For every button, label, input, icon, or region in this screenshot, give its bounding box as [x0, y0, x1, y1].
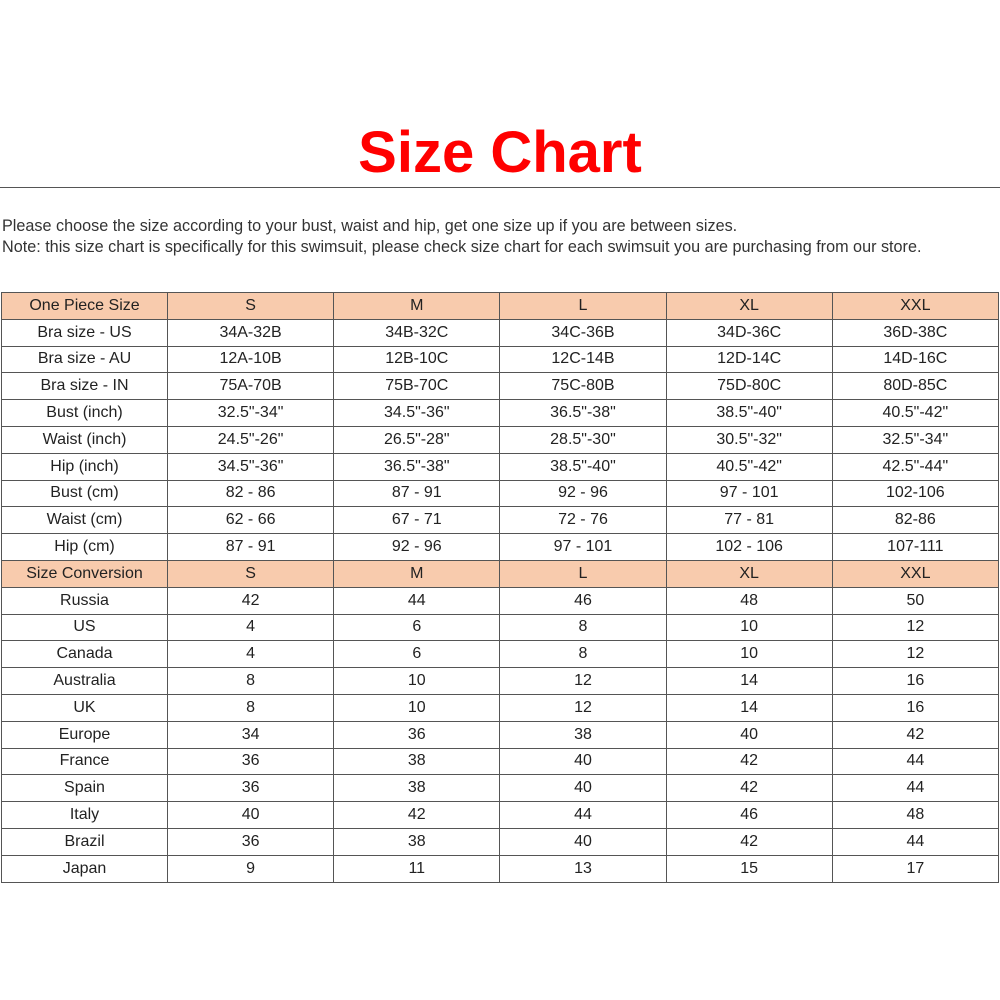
table-row	[2, 453, 999, 480]
table-cell: 14	[666, 694, 832, 721]
table-cell: 12D-14C	[666, 346, 832, 373]
table-cell: 34D-36C	[666, 319, 832, 346]
row-label-cell: Japan	[2, 855, 168, 882]
table-cell: 36D-38C	[832, 319, 998, 346]
row-label-cell: Waist (cm)	[2, 507, 168, 534]
table-cell: 44	[500, 802, 666, 829]
size-header-cell: XXL	[832, 293, 998, 320]
table-cell: 15	[666, 855, 832, 882]
table-cell: 6	[334, 614, 500, 641]
table-cell: 75C-80B	[500, 373, 666, 400]
row-label-cell: Bra size - US	[2, 319, 168, 346]
table-cell: 44	[334, 587, 500, 614]
size-header-cell: S	[168, 293, 334, 320]
table-row	[2, 855, 999, 882]
table-cell: 38	[334, 748, 500, 775]
row-label-cell: Bust (inch)	[2, 400, 168, 427]
table-row	[2, 507, 999, 534]
table-cell: 97 - 101	[666, 480, 832, 507]
table-cell: 12B-10C	[334, 346, 500, 373]
table-cell: 102-106	[832, 480, 998, 507]
table-row	[2, 748, 999, 775]
table-cell: 42	[666, 775, 832, 802]
row-label-cell: UK	[2, 694, 168, 721]
table-cell: 42	[666, 748, 832, 775]
row-label-cell: Hip (cm)	[2, 534, 168, 561]
table-cell: 42	[168, 587, 334, 614]
table-cell: 34B-32C	[334, 319, 500, 346]
table-row	[2, 346, 999, 373]
table-cell: 16	[832, 668, 998, 695]
table-cell: 92 - 96	[500, 480, 666, 507]
table-row	[2, 802, 999, 829]
table-cell: 14D-16C	[832, 346, 998, 373]
size-header-cell: XL	[666, 560, 832, 587]
table-cell: 40.5"-42"	[666, 453, 832, 480]
table-cell: 34C-36B	[500, 319, 666, 346]
table-cell: 38	[334, 828, 500, 855]
table-cell: 36	[334, 721, 500, 748]
table-cell: 44	[832, 775, 998, 802]
page-title: Size Chart	[358, 120, 642, 185]
size-header-cell: M	[334, 293, 500, 320]
table-cell: 42	[666, 828, 832, 855]
table-header-row	[2, 560, 999, 587]
table-row	[2, 319, 999, 346]
table-cell: 42	[832, 721, 998, 748]
size-header-cell: XL	[666, 293, 832, 320]
row-label-cell: Bra size - AU	[2, 346, 168, 373]
table-cell: 4	[168, 641, 334, 668]
row-label-cell: Canada	[2, 641, 168, 668]
table-cell: 62 - 66	[168, 507, 334, 534]
table-cell: 12	[500, 668, 666, 695]
table-row	[2, 694, 999, 721]
table-row	[2, 426, 999, 453]
table-cell: 82 - 86	[168, 480, 334, 507]
table-cell: 46	[666, 802, 832, 829]
table-row	[2, 400, 999, 427]
table-row	[2, 534, 999, 561]
row-label-cell: Australia	[2, 668, 168, 695]
table-cell: 36	[168, 775, 334, 802]
table-cell: 10	[666, 614, 832, 641]
table-cell: 75B-70C	[334, 373, 500, 400]
table-cell: 36	[168, 828, 334, 855]
table-cell: 30.5"-32"	[666, 426, 832, 453]
row-label-cell: Europe	[2, 721, 168, 748]
table-cell: 75A-70B	[168, 373, 334, 400]
row-label-cell: Spain	[2, 775, 168, 802]
table-cell: 48	[832, 802, 998, 829]
table-cell: 97 - 101	[500, 534, 666, 561]
row-label-cell: Waist (inch)	[2, 426, 168, 453]
size-chart-table	[1, 292, 999, 883]
section-header-cell: One Piece Size	[2, 293, 168, 320]
table-cell: 16	[832, 694, 998, 721]
table-row	[2, 828, 999, 855]
table-cell: 77 - 81	[666, 507, 832, 534]
table-cell: 40	[168, 802, 334, 829]
table-cell: 6	[334, 641, 500, 668]
size-header-cell: XXL	[832, 560, 998, 587]
table-cell: 44	[832, 828, 998, 855]
title-divider	[0, 187, 1000, 188]
table-cell: 12	[832, 614, 998, 641]
table-cell: 34.5"-36"	[334, 400, 500, 427]
table-cell: 9	[168, 855, 334, 882]
size-header-cell: L	[500, 560, 666, 587]
table-cell: 48	[666, 587, 832, 614]
table-cell: 12	[832, 641, 998, 668]
table-cell: 38.5"-40"	[500, 453, 666, 480]
table-cell: 12C-14B	[500, 346, 666, 373]
table-cell: 46	[500, 587, 666, 614]
table-cell: 32.5"-34"	[832, 426, 998, 453]
size-chart-body	[2, 293, 999, 883]
table-cell: 36.5"-38"	[500, 400, 666, 427]
table-cell: 12	[500, 694, 666, 721]
row-label-cell: Bra size - IN	[2, 373, 168, 400]
table-cell: 10	[334, 694, 500, 721]
table-row	[2, 480, 999, 507]
table-row	[2, 721, 999, 748]
size-notes	[2, 216, 998, 258]
row-label-cell: Russia	[2, 587, 168, 614]
table-cell: 12A-10B	[168, 346, 334, 373]
table-cell: 42.5"-44"	[832, 453, 998, 480]
table-cell: 40	[500, 828, 666, 855]
table-cell: 38	[334, 775, 500, 802]
table-cell: 8	[500, 641, 666, 668]
size-header-cell: S	[168, 560, 334, 587]
table-cell: 87 - 91	[168, 534, 334, 561]
table-cell: 72 - 76	[500, 507, 666, 534]
table-cell: 10	[666, 641, 832, 668]
table-cell: 26.5"-28"	[334, 426, 500, 453]
table-cell: 102 - 106	[666, 534, 832, 561]
table-cell: 24.5"-26"	[168, 426, 334, 453]
table-header-row	[2, 293, 999, 320]
table-cell: 8	[168, 668, 334, 695]
table-cell: 67 - 71	[334, 507, 500, 534]
table-cell: 14	[666, 668, 832, 695]
table-cell: 80D-85C	[832, 373, 998, 400]
row-label-cell: France	[2, 748, 168, 775]
sizing-note: Note: this size chart is specifically for this swimsuit, please check size chart for each swimsuit you are purchasing from our store.	[2, 238, 922, 256]
table-row	[2, 775, 999, 802]
table-cell: 92 - 96	[334, 534, 500, 561]
table-cell: 11	[334, 855, 500, 882]
section-header-cell: Size Conversion	[2, 560, 168, 587]
table-cell: 8	[168, 694, 334, 721]
table-cell: 107-111	[832, 534, 998, 561]
row-label-cell: Brazil	[2, 828, 168, 855]
table-cell: 10	[334, 668, 500, 695]
table-cell: 75D-80C	[666, 373, 832, 400]
table-row	[2, 614, 999, 641]
table-cell: 87 - 91	[334, 480, 500, 507]
table-cell: 40.5"-42"	[832, 400, 998, 427]
table-cell: 40	[500, 748, 666, 775]
table-cell: 36	[168, 748, 334, 775]
row-label-cell: Italy	[2, 802, 168, 829]
row-label-cell: Hip (inch)	[2, 453, 168, 480]
table-row	[2, 641, 999, 668]
table-cell: 40	[500, 775, 666, 802]
table-cell: 44	[832, 748, 998, 775]
table-cell: 28.5"-30"	[500, 426, 666, 453]
size-header-cell: M	[334, 560, 500, 587]
table-cell: 32.5"-34"	[168, 400, 334, 427]
table-cell: 13	[500, 855, 666, 882]
table-cell: 42	[334, 802, 500, 829]
row-label-cell: US	[2, 614, 168, 641]
table-row	[2, 668, 999, 695]
table-cell: 36.5"-38"	[334, 453, 500, 480]
size-header-cell: L	[500, 293, 666, 320]
table-cell: 34.5"-36"	[168, 453, 334, 480]
table-cell: 34A-32B	[168, 319, 334, 346]
table-row	[2, 373, 999, 400]
table-cell: 82-86	[832, 507, 998, 534]
table-cell: 8	[500, 614, 666, 641]
row-label-cell: Bust (cm)	[2, 480, 168, 507]
table-cell: 38.5"-40"	[666, 400, 832, 427]
table-cell: 34	[168, 721, 334, 748]
table-row	[2, 587, 999, 614]
sizing-instruction: Please choose the size according to your bust, waist and hip, get one size up if you are between sizes.	[2, 217, 738, 235]
table-cell: 50	[832, 587, 998, 614]
table-cell: 38	[500, 721, 666, 748]
table-cell: 17	[832, 855, 998, 882]
table-cell: 4	[168, 614, 334, 641]
table-cell: 40	[666, 721, 832, 748]
